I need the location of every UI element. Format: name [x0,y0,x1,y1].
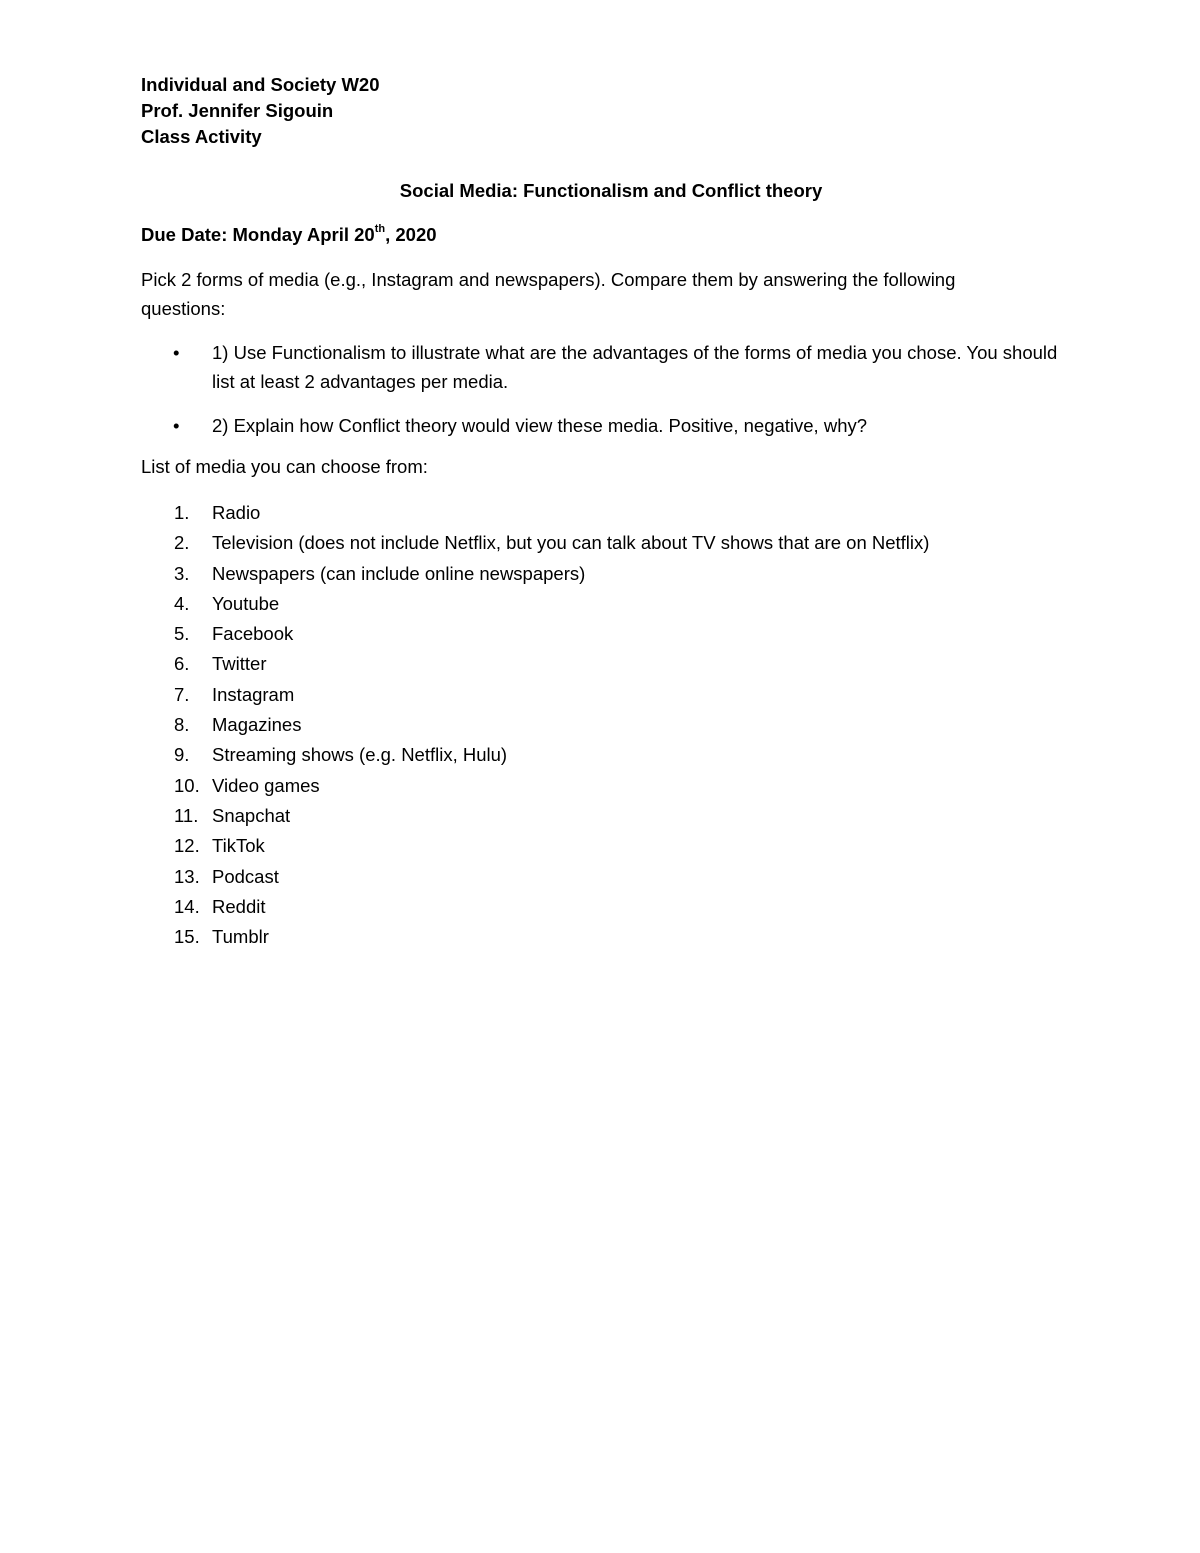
media-item [141,680,1041,710]
media-label: Facebook [212,623,294,645]
instructions-paragraph: Pick 2 forms of media (e.g., Instagram and newspapers). Compare them by answering the following questions: [141,269,956,319]
media-label: Reddit [212,895,266,917]
due-date-superscript: th [374,223,386,235]
media-item [141,862,1041,892]
media-item [141,589,1041,619]
media-item [141,649,1041,679]
course-name: Individual and Society W20 [141,74,380,95]
question-list [141,338,1061,455]
document-title: Social Media: Functionalism and Conflict theory [399,180,823,201]
activity-label: Class Activity [141,126,262,147]
media-number: 4. [174,592,190,614]
media-item [141,619,1041,649]
media-label: Instagram [212,683,295,705]
bullet-marker: • [173,415,180,436]
due-date-prefix: Due Date: Monday April 20 [141,224,375,245]
media-label: Youtube [212,592,280,614]
media-item [141,710,1041,740]
media-number: 5. [174,623,190,645]
media-list [141,498,1041,952]
media-number: 9. [174,744,190,766]
question-item [141,338,1061,396]
due-date-suffix: , 2020 [385,224,437,245]
media-item [141,801,1041,831]
media-number: 8. [174,714,190,736]
media-number: 6. [174,653,190,675]
media-label: TikTok [212,835,265,857]
question-text: 2) Explain how Conflict theory would view these media. Positive, negative, why? [212,415,868,436]
media-item [141,498,1041,528]
media-number: 1. [174,502,190,523]
media-item [141,771,1041,801]
media-number: 12. [174,835,200,857]
media-number: 11. [174,804,199,826]
media-item [141,892,1041,922]
due-date [141,222,437,248]
media-number: 14. [174,895,200,917]
media-item [141,740,1041,770]
media-label: Twitter [212,653,267,675]
media-number: 10. [174,774,200,796]
media-item [141,559,1041,589]
media-item [141,831,1041,861]
media-number: 2. [174,532,190,554]
question-text: 1) Use Functionalism to illustrate what are the advantages of the forms of media you chose. You should list at least 2 advantages per media. [212,342,1058,392]
media-number: 3. [174,562,190,584]
media-item [141,528,1041,558]
bullet-marker: • [173,342,180,363]
media-list-heading: List of media you can choose from: [141,456,428,477]
media-label: Radio [212,502,261,523]
media-label: Video games [212,774,320,796]
media-label: Tumblr [212,926,269,948]
professor-name: Prof. Jennifer Sigouin [141,100,334,121]
media-label: Newspapers (can include online newspapers) [212,562,586,584]
media-label: Snapchat [212,804,291,826]
media-label: Television (does not include Netflix, but you can talk about TV shows that are on Netflix) [212,532,930,554]
media-label: Magazines [212,714,302,736]
question-item [141,411,1061,440]
media-number: 7. [174,683,190,705]
document-content [141,72,1061,948]
media-label: Streaming shows (e.g. Netflix, Hulu) [212,744,508,766]
media-number: 13. [174,865,200,887]
media-item [141,922,1041,952]
media-label: Podcast [212,865,279,887]
media-number: 15. [174,926,200,948]
